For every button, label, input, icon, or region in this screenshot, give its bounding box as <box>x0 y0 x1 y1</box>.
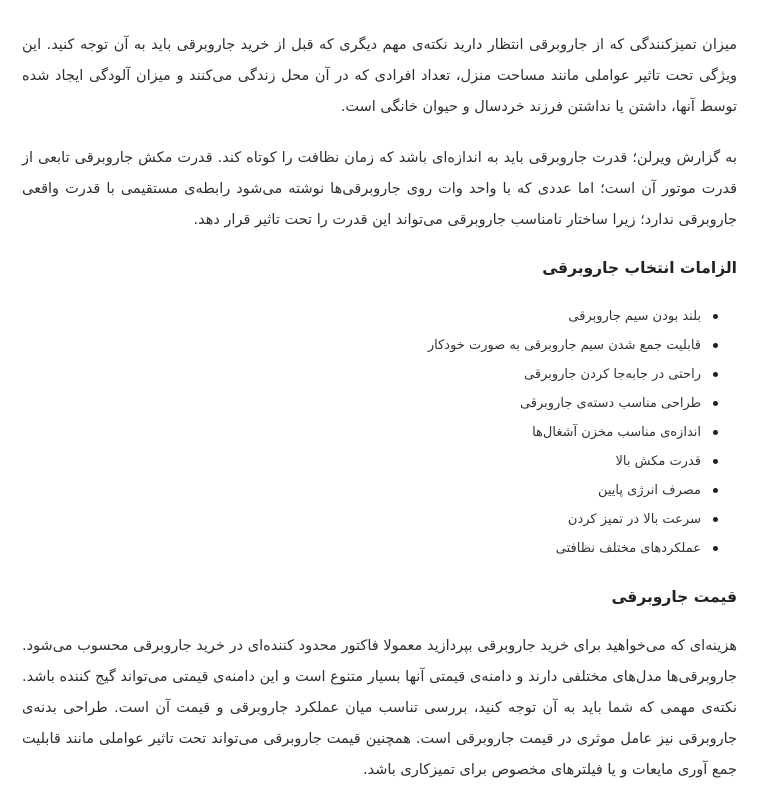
bullet-icon <box>713 372 718 377</box>
list-item <box>22 505 718 534</box>
list-item-label: مصرف انرژی پایین <box>597 483 701 498</box>
bullet-icon <box>713 314 718 319</box>
paragraph-cleaning-capacity: میزان تمیزکنندگی که از جاروبرقی انتظار دارید نکته‌ی مهم دیگری که قبل از خرید جاروبرقی باید به آن توجه کنید. این ویژگی تحت تاثیر عواملی مانند مساحت منزل، تعداد افرادی که در آن محل زندگی می‌کنند و میزان آلودگی ایجاد شده توسط آنها، داشتن یا نداشتن فرزند خردسال و حیوان خانگی است. <box>22 37 737 115</box>
bullet-icon <box>713 459 718 464</box>
list-item-label: راحتی در جابه‌جا کردن جاروبرقی <box>524 367 701 382</box>
list-item <box>22 302 718 331</box>
list-item-label: سرعت بالا در تمیز کردن <box>567 512 701 527</box>
bullet-icon <box>713 488 718 493</box>
list-item-label: اندازه‌ی مناسب مخزن آشغال‌ها <box>532 425 701 440</box>
paragraph-price: هزینه‌ای که می‌خواهید برای خرید جاروبرقی بپردازید معمولا فاکتور محدود کننده‌ای در خرید جاروبرقی محسوب می‌شود. جاروبرقی‌ها مدل‌های مختلفی دارند و دامنه‌ی قیمتی آنها بسیار متنوع است و این دامنه‌ی قیمتی می‌تواند گیج کننده باشد. نکته‌ی مهمی که شما باید به آن توجه کنید، بررسی تناسب میان عملکرد جاروبرقی و قیمت آن است. طراحی بدنه‌ی جاروبرقی نیز عامل موثری در قیمت جاروبرقی است. همچنین قیمت جاروبرقی می‌تواند تحت تاثیر عواملی مانند قابلیت جمع آوری مایعات و یا فیلترهای مخصوص برای تمیزکاری باشد. <box>22 638 737 778</box>
list-item-label: عملکردهای مختلف نظافتی <box>555 541 701 556</box>
heading-requirements: الزامات انتخاب جاروبرقی <box>542 259 737 277</box>
list-item <box>22 534 718 563</box>
heading-price: قیمت جاروبرقی <box>611 588 737 606</box>
list-item-label: قدرت مکش بالا <box>615 454 701 469</box>
list-item <box>22 331 718 360</box>
list-item <box>22 476 718 505</box>
list-item-label: قابلیت جمع شدن سیم جاروبرقی به صورت خودکار <box>427 338 701 353</box>
paragraph-suction-power: به گزارش ویرلن؛ قدرت جاروبرقی باید به اندازه‌ای باشد که زمان نظافت را کوتاه کند. قدرت مکش جاروبرقی تابعی از قدرت موتور آن است؛ اما عددی که با واحد وات روی جاروبرقی‌ها نوشته می‌شود رابطه‌ی مستقیمی با قدرت واقعی جاروبرقی ندارد؛ زیرا ساختار نامناسب جاروبرقی می‌تواند این قدرت را تحت تاثیر قرار دهد. <box>22 150 737 228</box>
list-item <box>22 360 718 389</box>
list-item <box>22 447 718 476</box>
list-item <box>22 418 718 447</box>
list-item-label: بلند بودن سیم جاروبرقی <box>568 309 701 324</box>
requirements-list <box>22 302 737 563</box>
bullet-icon <box>713 401 718 406</box>
bullet-icon <box>713 517 718 522</box>
bullet-icon <box>713 546 718 551</box>
bullet-icon <box>713 430 718 435</box>
list-item <box>22 389 718 418</box>
list-item-label: طراحی مناسب دسته‌ی جاروبرقی <box>519 396 701 411</box>
bullet-icon <box>713 343 718 348</box>
